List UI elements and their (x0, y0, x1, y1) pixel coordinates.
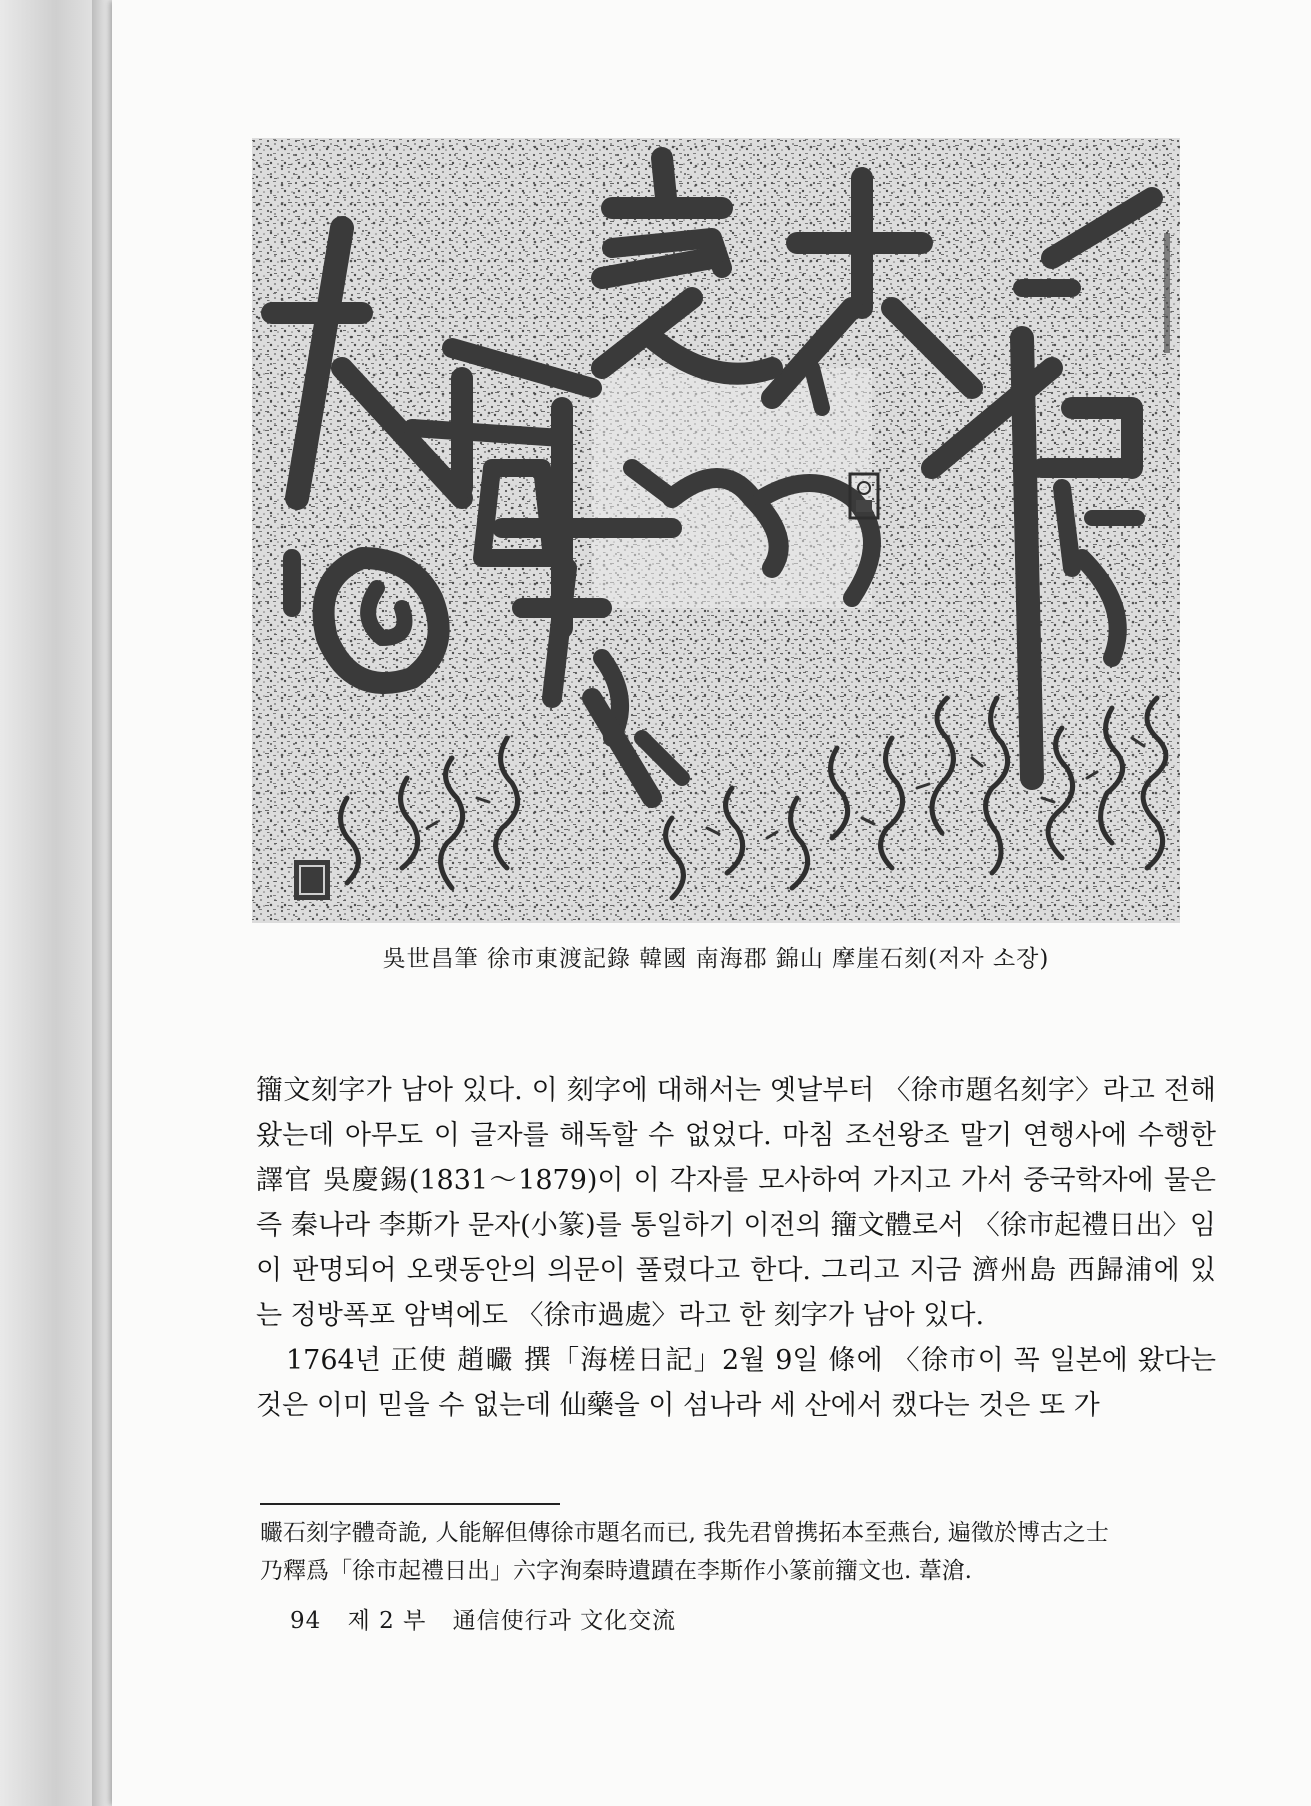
signature-seal-icon (294, 860, 330, 900)
footnote (260, 1514, 1220, 1590)
vertical-side-mark (1164, 233, 1170, 353)
body-text (256, 1068, 1216, 1428)
footnote-line-1: 曮石刻字體奇詭, 人能解但傳徐市題名而已, 我先君曾携拓本至燕台, 遍徵於博古之士 (260, 1520, 1109, 1546)
page-number: 94 (290, 1608, 322, 1634)
part-title: 通信使行과 文化交流 (452, 1608, 677, 1634)
body-paragraph-1: 籒文刻字가 남아 있다. 이 刻字에 대해서는 옛날부터 〈徐市題名刻字〉라고 전해 왔는데 아무도 이 글자를 해독할 수 없었다. 마침 조선왕조 말기 연행사에 수행한 譯官 吳慶錫(1831～1879)이 이 각자를 모사하여 가지고 가서 중국학자에 물은즉 秦나라 李斯가 문자(小篆)를 통일하기 이전의 籒文體로서 〈徐市起禮日出〉임이 판명되어 오랫동안의 의문이 풀렸다고 한다. 그리고 지금 濟州島 西歸浦에 있는 정방폭포 암벽에도 〈徐市過處〉라고 한 刻字가 남아 있다. (256, 1075, 1216, 1331)
page-footer (290, 1602, 694, 1635)
rubbing-image (252, 138, 1180, 923)
body-paragraph-2: 1764년 正使 趙曮 撰「海槎日記」2월 9일 條에 〈徐市이 꼭 일본에 왔다는 것은 이미 믿을 수 없는데 仙藥을 이 섬나라 세 산에서 캤다는 것은 또 가 (256, 1345, 1216, 1421)
stone-rubbing-figure (252, 138, 1180, 923)
footnote-line-2: 乃釋爲「徐市起禮日出」六字洵秦時遺蹟在李斯作小篆前籒文也. 葦滄. (260, 1558, 972, 1584)
figure-caption: 吳世昌筆 徐市東渡記錄 韓國 南海郡 錦山 摩崖石刻(저자 소장) (382, 946, 1050, 972)
book-page (112, 0, 1311, 1806)
footnote-divider (260, 1503, 560, 1505)
book-spine-edge (92, 0, 112, 1806)
part-label: 제 2 부 (347, 1608, 427, 1634)
